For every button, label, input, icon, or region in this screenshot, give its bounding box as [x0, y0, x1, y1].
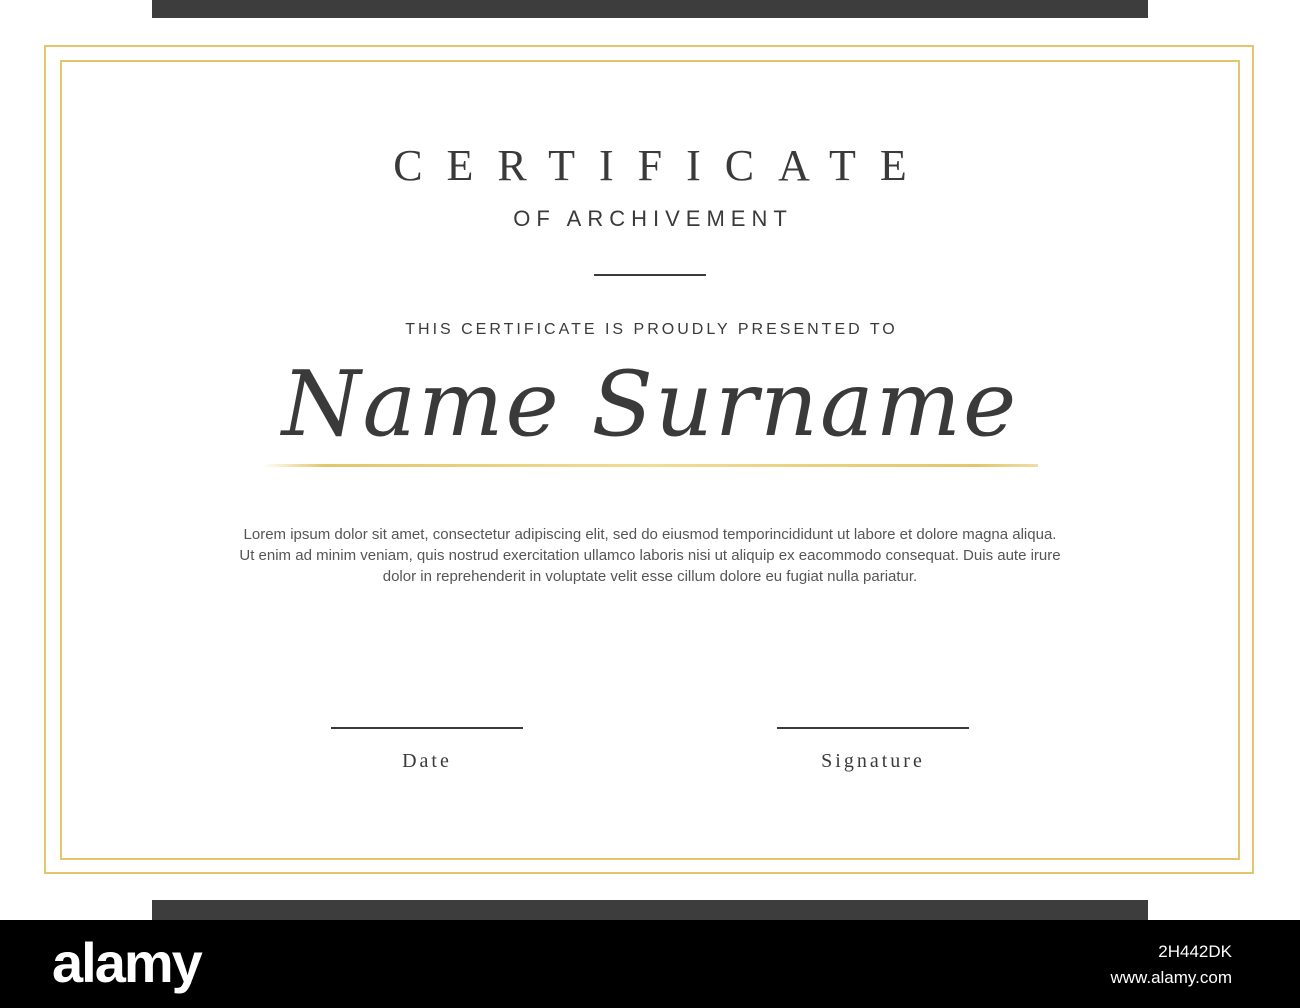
watermark-logo: alamy [52, 931, 201, 994]
body-line: Ut enim ad minim veniam, quis nostrud exercitation ullamco laboris nisi ut aliquip ex eacommodo consequat. Duis aute irure [239, 547, 1061, 564]
name-underline [262, 464, 1038, 467]
presented-to-text: THIS CERTIFICATE IS PROUDLY PRESENTED TO [405, 321, 898, 338]
title-divider [594, 274, 706, 276]
bottom-dark-bar [152, 900, 1148, 920]
watermark-site: www.alamy.com [1110, 968, 1232, 987]
date-label: Date [402, 750, 452, 772]
top-dark-bar [152, 0, 1148, 18]
body-line: dolor in reprehenderit in voluptate velit esse cillum dolore eu fugiat nulla pariatur. [382, 568, 918, 585]
recipient-name: Name Surname [281, 352, 1019, 457]
watermark-image-id: 2H442DK [1158, 942, 1232, 961]
certificate-subtitle: OF ARCHIVEMENT [513, 206, 793, 231]
body-line: Lorem ipsum dolor sit amet, consectetur adipiscing elit, sed do eiusmod temporincididunt ut labore et dolore magna aliqua. [243, 526, 1057, 543]
signature-line [777, 727, 969, 729]
date-line [331, 727, 523, 729]
certificate-title: CERTIFICATE [393, 141, 931, 190]
signature-label: Signature [821, 750, 925, 772]
certificate-body [180, 524, 1120, 587]
